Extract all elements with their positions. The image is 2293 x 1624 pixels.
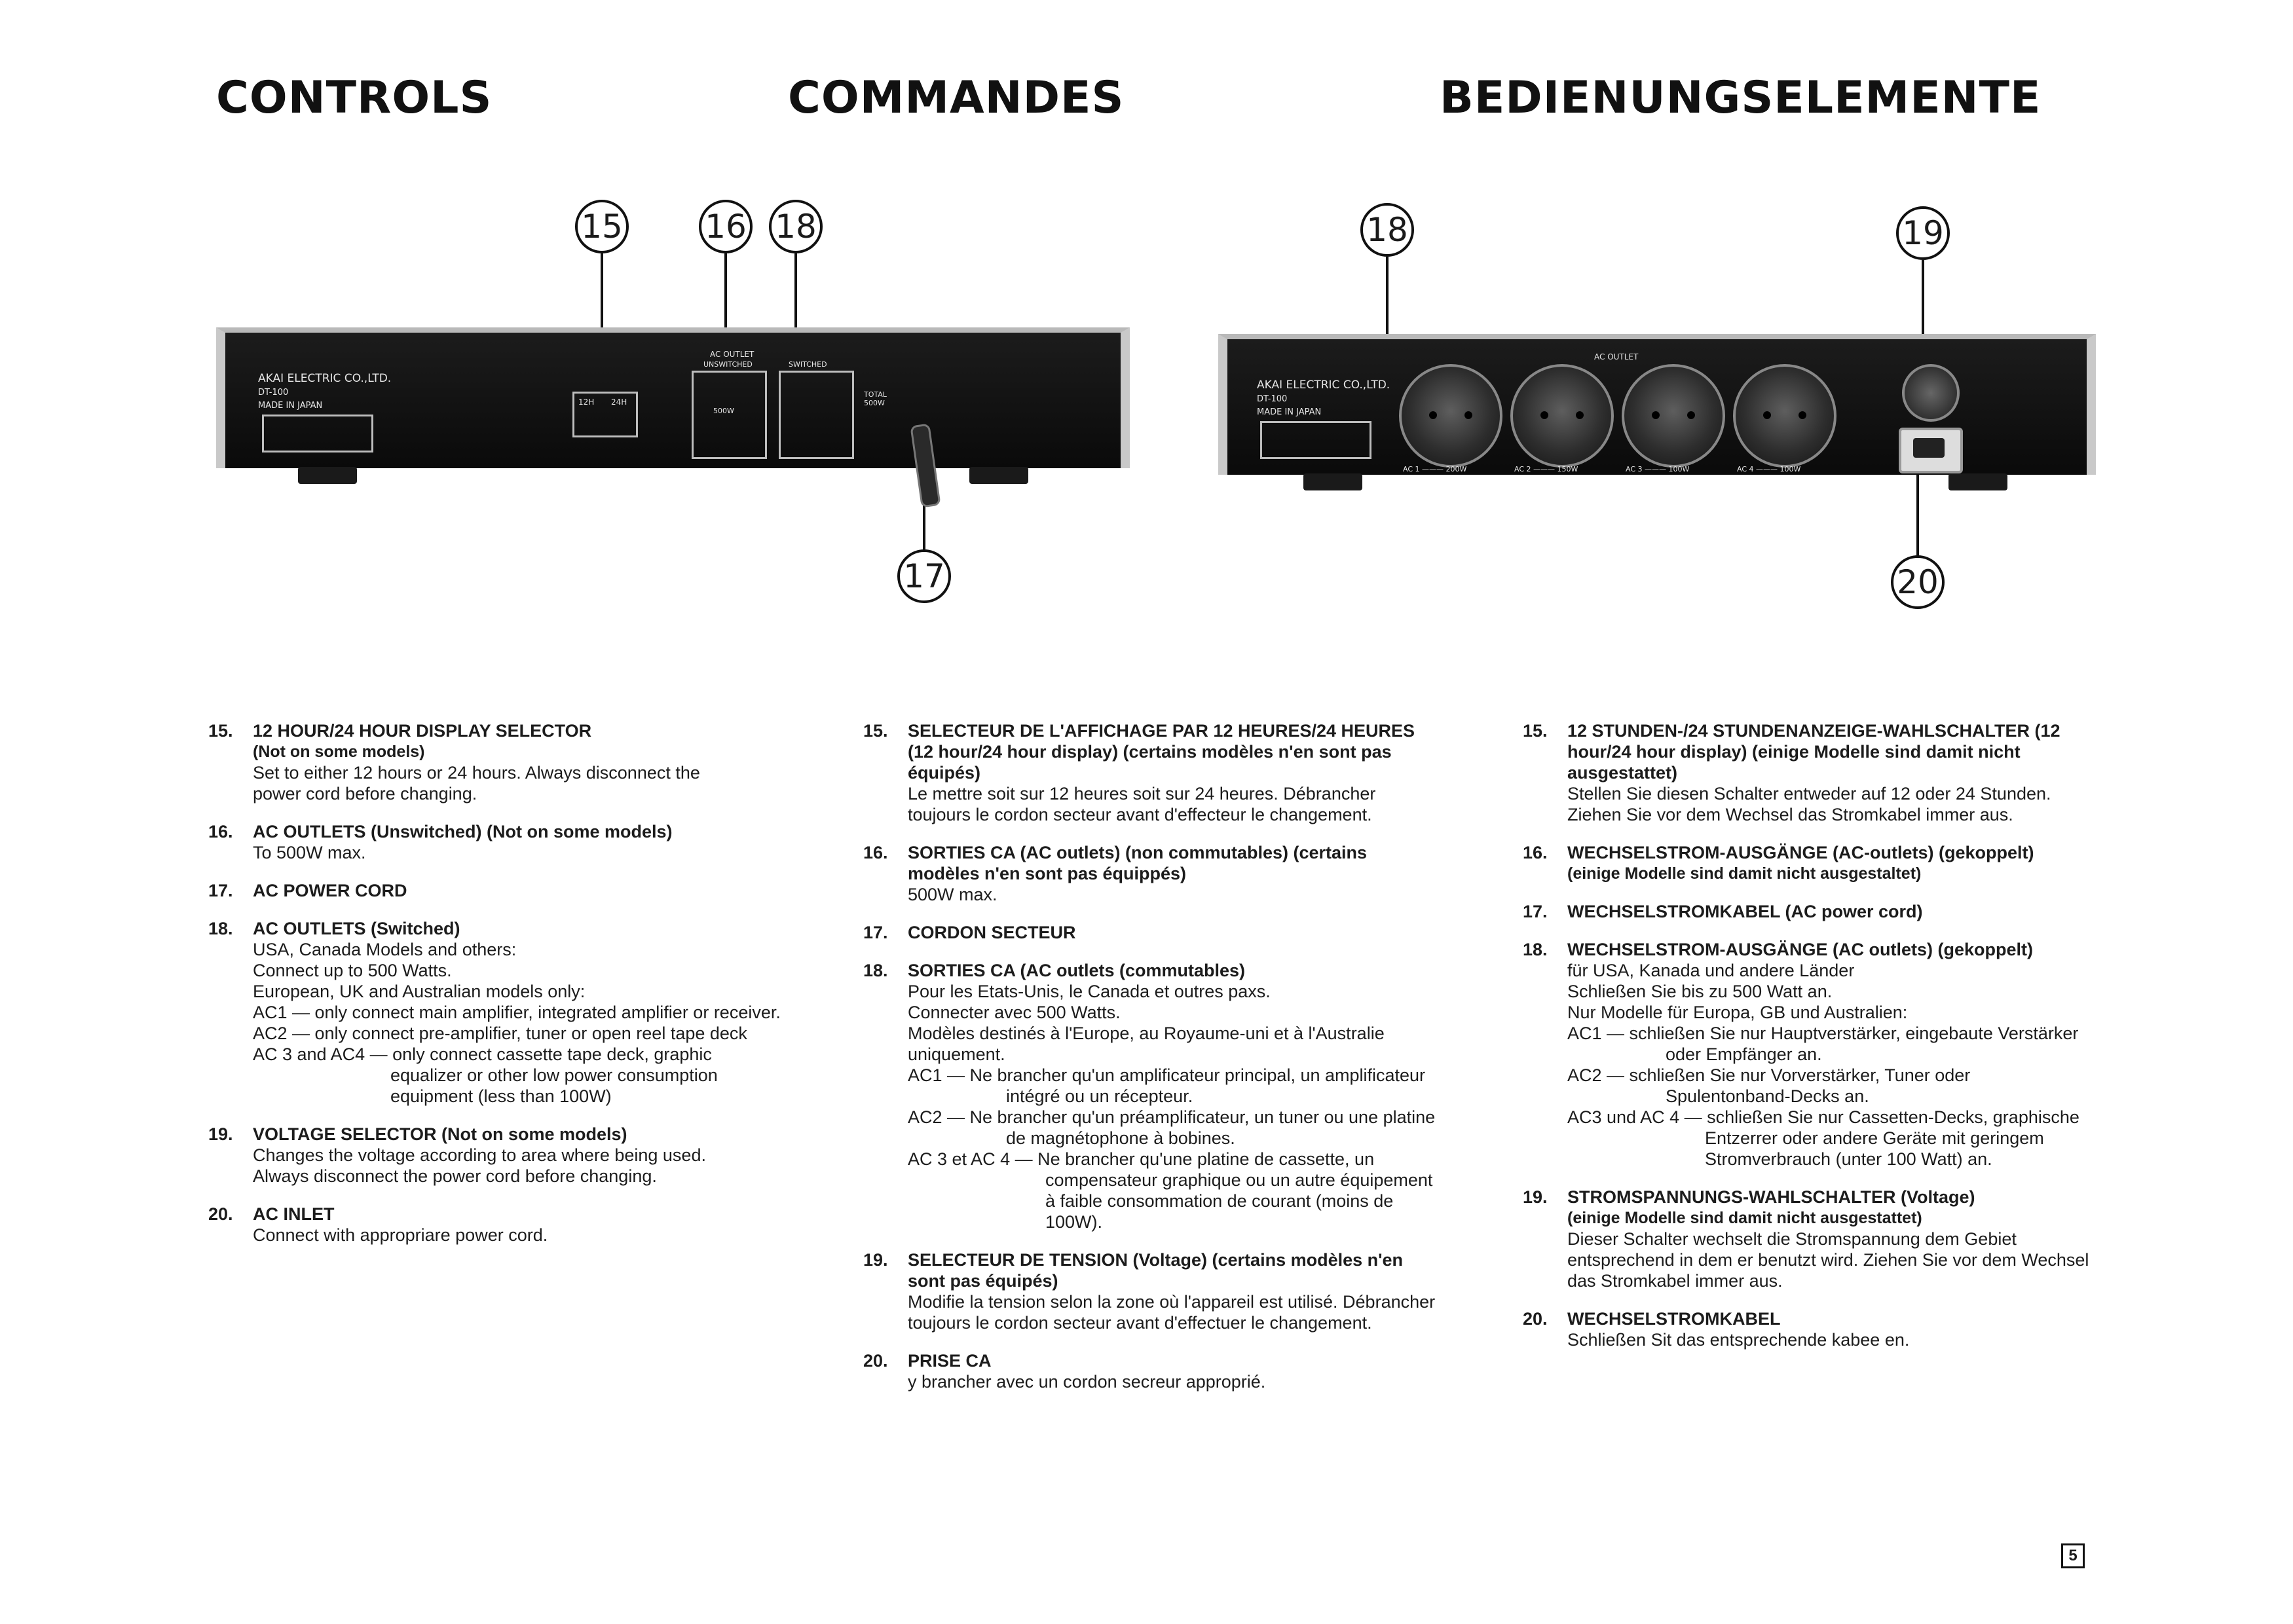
item-text: Modèles destinés à l'Europe, au Royaume-uni et à l'Australie uniquement. (908, 1024, 1385, 1064)
list-item (1523, 1308, 2090, 1350)
item-number: 18. (208, 919, 233, 938)
callout-15: 15 (575, 200, 629, 253)
outlet-label-ac2: AC 2 ——— 150W (1514, 465, 1578, 473)
item-text: Pour les Etats-Unis, le Canada et outres paxs. (908, 982, 1271, 1001)
english-column (208, 720, 785, 1263)
item-number: 18. (1523, 940, 1548, 959)
item-number: 19. (1523, 1187, 1548, 1207)
item-title: SELECTEUR DE TENSION (Voltage) (certains modèles n'en sont pas équipés) (908, 1250, 1404, 1291)
list-item (1523, 720, 2090, 825)
panel-foot (298, 467, 357, 484)
voltage-selector[interactable] (1902, 364, 1960, 422)
ac-rule: AC 3 and AC4 — only connect cassette tape deck, graphic equalizer or other low power consumption equipment (less than 100W) (253, 1044, 718, 1106)
panel-foot (969, 467, 1028, 484)
model-label: DT-100 (258, 388, 289, 397)
item-text: Modifie la tension selon la zone où l'appareil est utilisé. Débrancher toujours le cordon secteur avant d'effectuer le changement. (908, 1292, 1436, 1333)
french-column (863, 720, 1440, 1409)
item-title: AC OUTLETS (Switched) (253, 919, 460, 938)
ac-socket (1622, 364, 1725, 468)
callout-16: 16 (699, 200, 753, 253)
item-text: für USA, Kanada und andere Länder (1567, 961, 1855, 980)
list-item (208, 821, 785, 863)
list-item (863, 922, 1440, 943)
list-item (1523, 1187, 2090, 1291)
unswitched-outlet-cover (692, 371, 767, 459)
list-item (863, 1249, 1440, 1333)
item-subtitle: (einige Modelle sind damit nicht ausgestaltet) (1567, 864, 1922, 883)
brand-label: AKAI ELECTRIC CO.,LTD. (258, 372, 392, 385)
ac-outlet-label: AC OUTLET (1594, 352, 1639, 361)
item-number: 17. (1523, 902, 1548, 921)
item-number: 17. (863, 923, 888, 942)
item-title: VOLTAGE SELECTOR (Not on some models) (253, 1124, 627, 1144)
switched-outlet-cover (779, 371, 854, 459)
item-number: 16. (1523, 843, 1548, 862)
item-title: WECHSELSTROM-AUSGÄNGE (AC outlets) (gekoppelt) (1567, 940, 2033, 959)
item-title: SORTIES CA (AC outlets) (non commutables) (certains modèles n'en sont pas équippés) (908, 843, 1368, 883)
item-subtitle: (einige Modelle sind damit nicht ausgestattet) (1567, 1209, 1922, 1227)
item-text: USA, Canada Models and others: (253, 940, 517, 959)
list-item (1523, 939, 2090, 1170)
ac-rule: AC 3 et AC 4 — Ne brancher qu'une platine de cassette, un compensateur graphique ou un autre équipement à faible consommation de courant (moins de 100W). (908, 1149, 1433, 1232)
list-item (863, 960, 1440, 1232)
callout-20: 20 (1891, 555, 1945, 609)
item-title: WECHSELSTROMKABEL (AC power cord) (1567, 902, 1923, 921)
list-item (208, 918, 785, 1107)
item-title: STROMSPANNUNGS-WAHLSCHALTER (Voltage) (1567, 1187, 1975, 1207)
outlet-label-ac1: AC 1 ——— 200W (1403, 465, 1467, 473)
item-text: Changes the voltage according to area where being used. (253, 1145, 706, 1165)
ac-rule: AC2 — schließen Sie nur Vorverstärker, Tuner oder Spulentonband-Decks an. (1567, 1065, 1971, 1106)
model-label: DT-100 (1257, 394, 1288, 404)
ac-inlet[interactable] (1899, 428, 1963, 473)
item-number: 20. (1523, 1309, 1548, 1329)
list-item (863, 720, 1440, 825)
made-in-label: MADE IN JAPAN (1257, 407, 1322, 417)
item-number: 15. (863, 721, 888, 741)
ac-inlet-socket (1913, 438, 1945, 458)
made-in-label: MADE IN JAPAN (258, 401, 323, 411)
item-number: 18. (863, 961, 888, 980)
serial-plate (1260, 421, 1371, 459)
item-number: 15. (208, 721, 233, 741)
list-item (1523, 842, 2090, 884)
switched-label: SWITCHED (789, 360, 827, 369)
selector-label-12h: 12H (578, 397, 595, 407)
ac-rule: AC2 — only connect pre-amplifier, tuner or open reel tape deck (253, 1024, 747, 1043)
item-title: AC POWER CORD (253, 881, 407, 900)
outlet-label-ac3: AC 3 ——— 100W (1626, 465, 1690, 473)
item-title: SORTIES CA (AC outlets (commutables) (908, 961, 1246, 980)
list-item (1523, 901, 2090, 922)
callout-18-right: 18 (1360, 203, 1414, 257)
item-title: PRISE CA (908, 1351, 992, 1371)
item-text: 500W max. (908, 885, 997, 904)
item-text: Schließen Sit das entsprechende kabee en. (1567, 1330, 1910, 1350)
item-number: 19. (863, 1250, 888, 1270)
item-title: AC OUTLETS (Unswitched) (Not on some models) (253, 822, 673, 841)
item-title: 12 STUNDEN-/24 STUNDENANZEIGE-WAHLSCHALTER (12 hour/24 hour display) (einige Modelle sind damit nicht ausgestattet) (1567, 721, 2060, 783)
item-text: power cord before changing. (253, 784, 477, 803)
total-label: TOTAL 500W (864, 390, 887, 408)
display-selector-switch[interactable] (572, 392, 638, 437)
item-text: To 500W max. (253, 843, 366, 862)
item-title: WECHSELSTROMKABEL (1567, 1309, 1781, 1329)
panel-foot (1303, 473, 1362, 490)
item-text: Nur Modelle für Europa, GB und Australien: (1567, 1003, 1908, 1022)
serial-plate (262, 415, 373, 452)
item-subtitle: (Not on some models) (253, 743, 425, 761)
item-number: 20. (863, 1351, 888, 1371)
list-item (208, 1204, 785, 1246)
heading-controls: CONTROLS (216, 72, 493, 124)
selector-label-24h: 24H (611, 397, 627, 407)
outlet-label-ac4: AC 4 ——— 100W (1737, 465, 1801, 473)
item-number: 17. (208, 881, 233, 900)
ac-rule: AC3 und AC 4 — schließen Sie nur Cassetten-Decks, graphische Entzerrer oder andere Geräte mit geringem Stromverbrauch (unter 100 Watt) an. (1567, 1107, 2079, 1169)
item-title: WECHSELSTROM-AUSGÄNGE (AC-outlets) (gekoppelt) (1567, 843, 2034, 862)
ac-outlet-label: AC OUTLET (710, 350, 755, 359)
ac-socket (1733, 364, 1836, 468)
item-text: Stellen Sie diesen Schalter entweder auf 12 oder 24 Stunden. Ziehen Sie vor dem Wechsel das Stromkabel immer aus. (1567, 784, 2051, 824)
item-text: Set to either 12 hours or 24 hours. Always disconnect the (253, 763, 700, 783)
item-number: 16. (863, 843, 888, 862)
item-text: Always disconnect the power cord before changing. (253, 1166, 657, 1186)
item-number: 19. (208, 1124, 233, 1144)
item-title: SELECTEUR DE L'AFFICHAGE PAR 12 HEURES/24 HEURES (12 hour/24 hour display) (certains modèles n'en sont pas équipés) (908, 721, 1415, 783)
ac-rule: AC1 — Ne brancher qu'un amplificateur principal, un amplificateur intégré ou un récepteur. (908, 1065, 1426, 1106)
callout-18: 18 (769, 200, 823, 253)
list-item (208, 720, 785, 804)
list-item (863, 1350, 1440, 1392)
page-number: 5 (2061, 1543, 2085, 1568)
ac-socket (1510, 364, 1614, 468)
item-number: 15. (1523, 721, 1548, 741)
unswitched-label: UNSWITCHED (703, 360, 753, 369)
outlet-rating-label: 500W (713, 407, 734, 415)
right-rear-panel (1218, 334, 2096, 475)
panel-foot (1948, 473, 2007, 490)
ac-rule: AC2 — Ne brancher qu'un préamplificateur, un tuner ou une platine de magnétophone à bobines. (908, 1107, 1436, 1148)
heading-commandes: COMMANDES (788, 72, 1125, 124)
ac-rule: AC1 — only connect main amplifier, integrated amplifier or receiver. (253, 1003, 781, 1022)
brand-label: AKAI ELECTRIC CO.,LTD. (1257, 378, 1390, 392)
item-text: Schließen Sie bis zu 500 Watt an. (1567, 982, 1833, 1001)
item-number: 16. (208, 822, 233, 841)
ac-socket (1399, 364, 1502, 468)
item-title: 12 HOUR/24 HOUR DISPLAY SELECTOR (253, 721, 592, 741)
item-text: Connect with appropriare power cord. (253, 1225, 548, 1245)
callout-17: 17 (897, 549, 951, 603)
item-number: 20. (208, 1204, 233, 1224)
item-text: Le mettre soit sur 12 heures soit sur 24 heures. Débrancher toujours le cordon secteur avant d'effecteur le changement. (908, 784, 1376, 824)
list-item (208, 1124, 785, 1187)
item-text: Dieser Schalter wechselt die Stromspannung dem Gebiet entsprechend in dem er benutzt wird. Ziehen Sie vor dem Wechsel das Stromkabel immer aus. (1567, 1229, 2089, 1291)
german-column (1523, 720, 2090, 1367)
item-title: CORDON SECTEUR (908, 923, 1076, 942)
item-text: European, UK and Australian models only: (253, 982, 586, 1001)
heading-bedienungselemente: BEDIENUNGSELEMENTE (1440, 72, 2041, 124)
list-item (863, 842, 1440, 905)
callout-19: 19 (1896, 206, 1950, 260)
item-title: AC INLET (253, 1204, 335, 1224)
ac-rule: AC1 — schließen Sie nur Hauptverstärker, eingebaute Verstärker oder Empfänger an. (1567, 1024, 2079, 1064)
item-text: Connect up to 500 Watts. (253, 961, 452, 980)
item-text: Connecter avec 500 Watts. (908, 1003, 1121, 1022)
list-item (208, 880, 785, 901)
left-rear-panel (216, 327, 1130, 468)
item-text: y brancher avec un cordon secreur approprié. (908, 1372, 1266, 1392)
